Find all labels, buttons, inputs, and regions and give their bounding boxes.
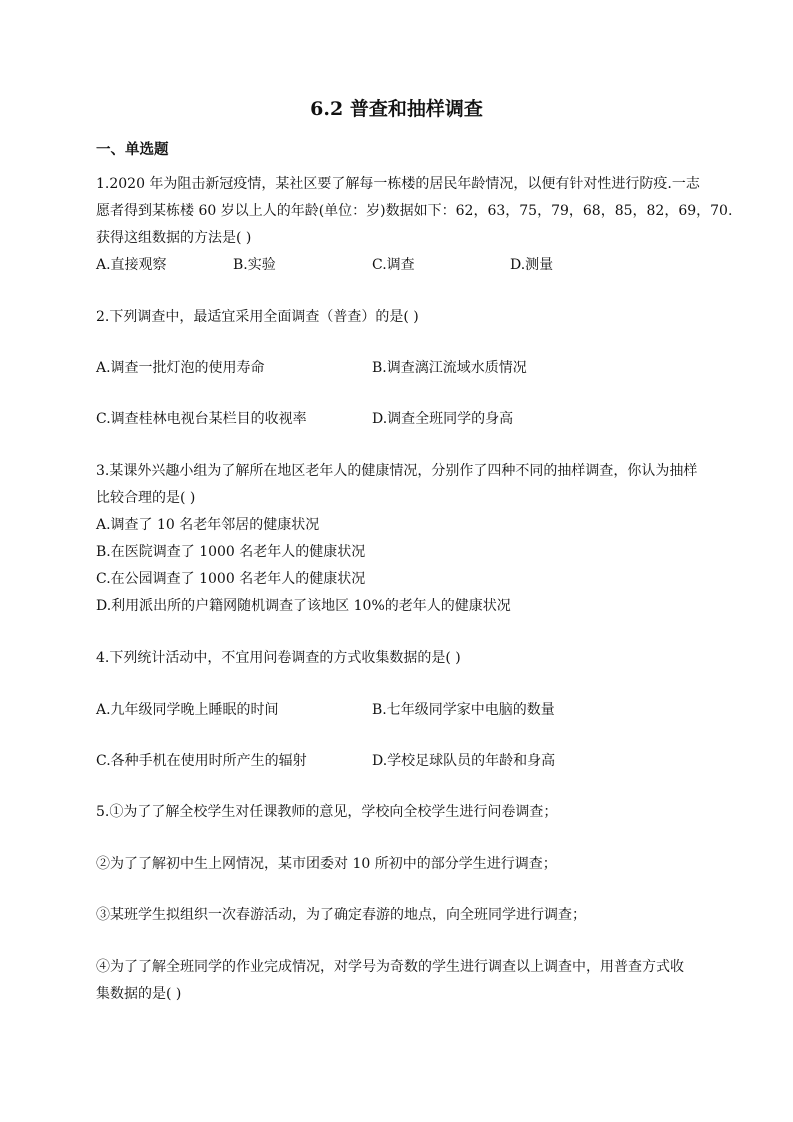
q1-option-c: C.调查 (372, 257, 415, 273)
q1-option-d: D.测量 (510, 257, 554, 273)
q4-option-a: A.九年级同学晚上睡眠的时间 (96, 702, 279, 718)
q1-stem-line1: 1.2020 年为阻击新冠疫情，某社区要了解每一栋楼的居民年龄情况，以便有针对性进行防疫.一志 (96, 176, 700, 192)
q1-stem-line2: 愿者得到某栋楼 60 岁以上人的年龄(单位：岁)数据如下：62，63，75，79，68，85，82，69，70. (96, 203, 733, 219)
q1-option-a: A.直接观察 (96, 257, 167, 273)
q2-option-d: D.调查全班同学的身高 (372, 411, 514, 427)
q2-option-c: C.调查桂林电视台某栏目的收视率 (96, 411, 307, 427)
q5-item-4-line2: 集数据的是( ) (96, 986, 182, 1002)
q5-item-1: 5.①为了了解全校学生对任课教师的意见，学校向全校学生进行问卷调查； (96, 804, 558, 820)
q5-item-4-line1: ④为了了解全班同学的作业完成情况，对学号为奇数的学生进行调查以上调查中，用普查方式收 (96, 959, 684, 975)
q3-option-c: C.在公园调查了 1000 名老年人的健康状况 (96, 571, 366, 587)
q2-option-a: A.调查一批灯泡的使用寿命 (96, 360, 265, 376)
q3-option-b: B.在医院调查了 1000 名老年人的健康状况 (96, 544, 366, 560)
q1-stem-line3: 获得这组数据的方法是( ) (96, 230, 252, 246)
q4-option-c: C.各种手机在使用时所产生的辐射 (96, 753, 307, 769)
q5-item-3: ③某班学生拟组织一次春游活动，为了确定春游的地点，向全班同学进行调查； (96, 907, 586, 923)
q3-option-a: A.调查了 10 名老年邻居的健康状况 (96, 517, 320, 533)
document-title: 6.2 普查和抽样调查 (310, 98, 483, 120)
section-heading: 一、单选题 (96, 141, 169, 158)
q3-stem-line1: 3.某课外兴趣小组为了解所在地区老年人的健康情况，分别作了四种不同的抽样调查，你认为抽样 (96, 463, 698, 479)
q4-option-b: B.七年级同学家中电脑的数量 (372, 702, 555, 718)
q4-option-d: D.学校足球队员的年龄和身高 (372, 753, 556, 769)
q3-stem-line2: 比较合理的是( ) (96, 490, 196, 506)
q2-option-b: B.调查漓江流域水质情况 (372, 360, 527, 376)
q5-item-2: ②为了了解初中生上网情况，某市团委对 10 所初中的部分学生进行调查； (96, 856, 557, 872)
q2-stem: 2.下列调查中，最适宜采用全面调查（普查）的是( ) (96, 309, 419, 325)
q4-stem: 4.下列统计活动中，不宜用问卷调查的方式收集数据的是( ) (96, 650, 461, 666)
q3-option-d: D.利用派出所的户籍网随机调查了该地区 10%的老年人的健康状况 (96, 598, 511, 614)
q1-option-b: B.实验 (233, 257, 276, 273)
